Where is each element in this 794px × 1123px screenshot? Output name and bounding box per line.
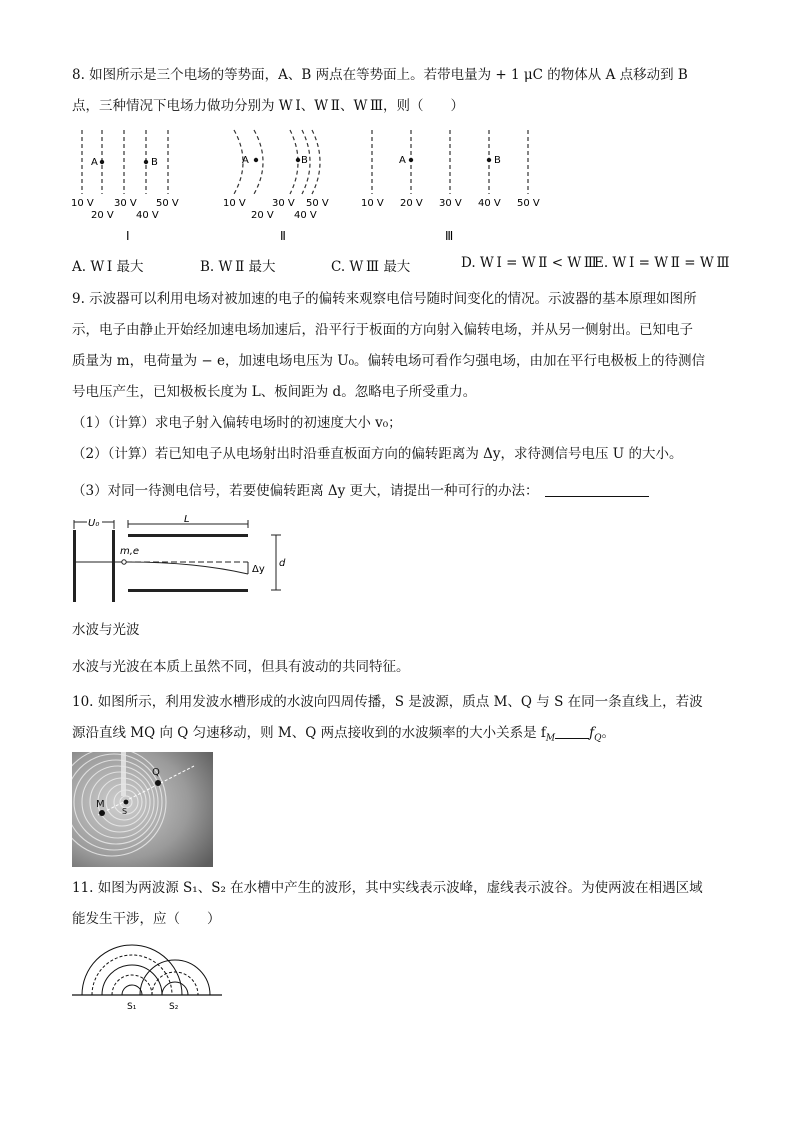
fig1-30v: 30 V [114,198,137,209]
label-s2: S₂ [169,1002,179,1012]
point-s [124,800,129,805]
point-b-3 [487,158,491,162]
fig1-20v: 20 V [91,210,114,221]
deflect-plate-top [128,534,248,537]
label-l: L [184,514,190,525]
section-intro: 水波与光波在本质上虽然不同，但具有波动的共同特征。 [72,659,410,675]
fig2-30v: 30 V [272,198,295,209]
q10-stem-line1: 10. 如图所示，利用发波水槽形成的水波向四周传播，S 是波源，质点 M、Q 与 S 在同一条直线上，若波 [72,694,703,710]
fig3-50v: 50 V [517,198,540,209]
q9-stem-line4: 号电压产生，已知极板长度为 L、板间距为 d。忽略电子所受重力。 [72,384,477,400]
q10-ripple-tank-photo [72,752,213,867]
q10-f-q: f [589,725,595,741]
s1-wave-troughs [92,955,172,995]
fig3-roman: Ⅲ [445,229,454,243]
electron [122,560,126,564]
s2-wave-crests [140,960,210,995]
fig2-50v: 50 V [306,198,329,209]
q9-sub3-text: （3）对同一待测电信号，若要使偏转距离 Δy 更大，请提出一种可行的办法： [72,483,539,499]
fig1-roman: Ⅰ [126,229,130,243]
q9-stem-line1: 9. 示波器可以利用电场对被加速的电子的偏转来观察电信号随时间变化的情况。示波器的基本原理如图所 [72,291,697,307]
label-u0: U₀ [88,518,100,529]
fig2-40v: 40 V [294,210,317,221]
figure3-lines [372,130,528,194]
fig3-label-b: B [494,155,501,166]
point-a-1 [100,160,104,164]
q9-answer-blank[interactable] [545,482,649,497]
q10-sub-m: M [545,733,556,744]
fig1-10v: 10 V [71,198,94,209]
q9-sub2: （2）（计算）若已知电子从电场射出时沿垂直板面方向的偏转距离为 Δy，求待测信号电压 U 的大小。 [72,446,683,462]
section-title: 水波与光波 [72,622,140,638]
point-a-3 [409,158,413,162]
q10-answer-blank[interactable] [555,724,589,739]
q11-stem-line1: 11. 如图为两波源 S₁、S₂ 在水槽中产生的波形，其中实线表示波峰，虚线表示波谷。为使两波在相遇区域 [72,880,703,896]
q11-two-source-figure [72,938,227,1018]
q10-sub-q: Q [594,733,602,744]
electron-path [128,562,248,574]
fig2-20v: 20 V [251,210,274,221]
label-s: S [122,807,128,816]
q8-choice-a[interactable]: A. W Ⅰ 最大 [72,259,144,275]
label-q: Q [152,767,160,778]
fig3-30v: 30 V [439,198,462,209]
s1-wave-crests [82,945,182,995]
q9-sub1: （1）（计算）求电子射入偏转电场时的初速度大小 v₀； [72,415,402,431]
fig1-50v: 50 V [156,198,179,209]
fig2-label-b: B [301,155,308,166]
fig1-label-a: A [91,157,98,168]
fig3-20v: 20 V [400,198,423,209]
s2-wave-troughs [152,972,198,995]
q8-stem-line2: 点，三种情况下电场力做功分别为 W Ⅰ、W Ⅱ、W Ⅲ，则（ ） [72,98,465,114]
fig2-label-a: A [242,155,249,166]
q8-choice-e[interactable]: E. W Ⅰ = W Ⅱ = W Ⅲ [594,255,730,271]
label-d: d [279,558,286,569]
fig1-40v: 40 V [136,210,159,221]
fig3-label-a: A [399,155,406,166]
point-a-2 [254,158,258,162]
accel-plate-left [73,530,76,602]
fig3-10v: 10 V [361,198,384,209]
fig3-40v: 40 V [478,198,501,209]
q8-choice-c[interactable]: C. W Ⅲ 最大 [331,259,411,275]
fig2-roman: Ⅱ [280,229,286,243]
fig2-10v: 10 V [223,198,246,209]
q10-stem-line2 [72,724,615,748]
q9-sub3 [72,482,649,500]
point-q [155,780,161,786]
accel-plate-right [112,530,115,602]
q8-equipotential-figure [66,126,566,246]
point-b-2 [296,158,300,162]
q8-choice-d[interactable]: D. W Ⅰ = W Ⅱ < W Ⅲ [461,255,597,271]
label-me: m,e [120,546,140,557]
label-s1: S₁ [127,1002,137,1012]
label-m: M [96,799,105,810]
point-m [99,810,105,816]
label-dy: Δy [252,564,265,575]
deflect-plate-bottom [128,589,248,592]
q8-choice-b[interactable]: B. W Ⅱ 最大 [200,259,276,275]
q10-period: 。 [601,725,615,741]
point-b-1 [144,160,148,164]
q8-stem-line1: 8. 如图所示是三个电场的等势面，A、B 两点在等势面上。若带电量为 + 1 μC 的物体从 A 点移动到 B [72,67,688,83]
fig1-label-b: B [151,157,158,168]
q9-stem-line3: 质量为 m，电荷量为 − e，加速电场电压为 U₀。偏转电场可看作匀强电场，由加在平行电极板上的待测信 [72,353,706,369]
q11-stem-line2: 能发生干涉，应（ ） [72,911,221,927]
q9-stem-line2: 示，电子由静止开始经加速电场加速后，沿平行于板面的方向射入偏转电场，并从另一侧射出。已知电子 [72,322,693,338]
q10-line2-text: 源沿直线 MQ 向 Q 匀速移动，则 M、Q 两点接收到的水波频率的大小关系是 f [72,725,546,741]
q9-oscilloscope-figure [66,512,316,612]
